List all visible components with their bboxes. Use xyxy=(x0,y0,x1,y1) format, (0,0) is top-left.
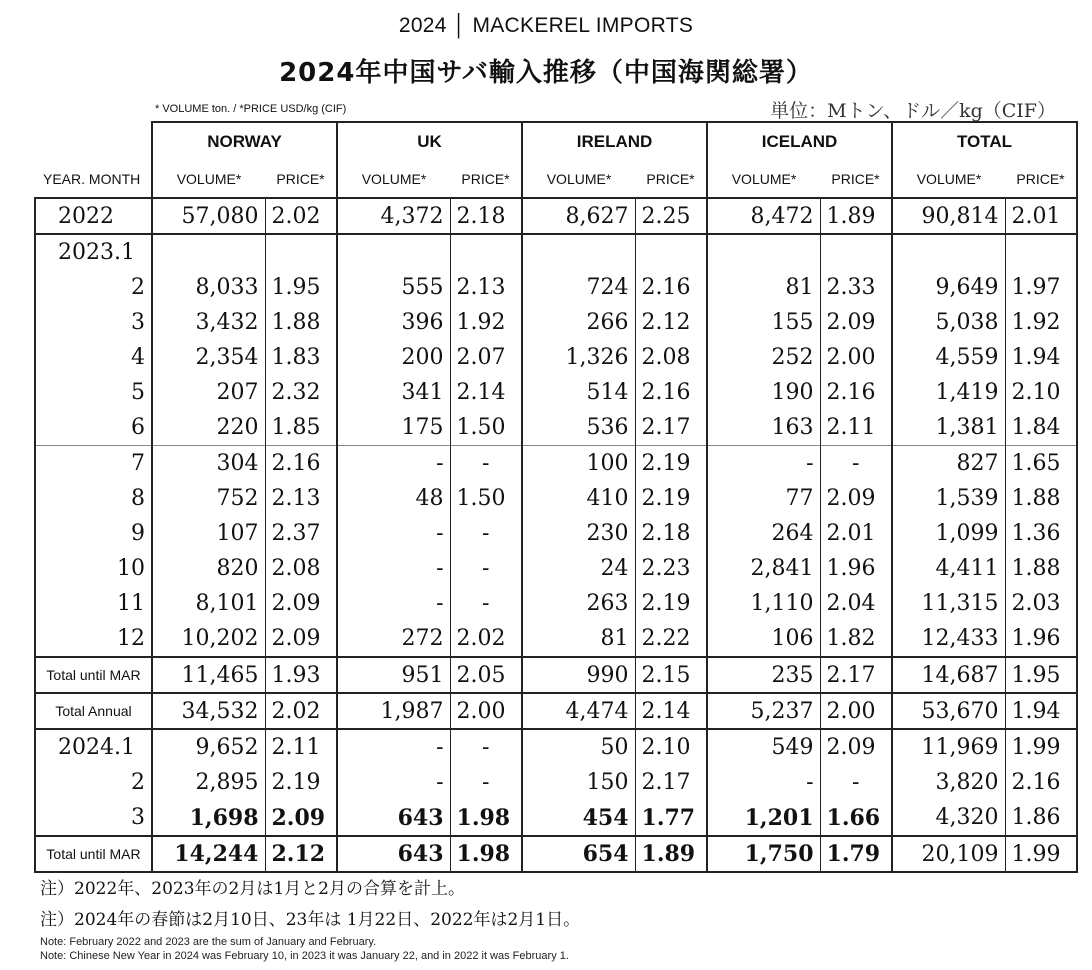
volume-cell: 8,627 xyxy=(522,198,635,234)
volume-cell: 190 xyxy=(707,375,820,410)
volume-cell: 10,202 xyxy=(152,621,265,657)
price-cell: 2.32 xyxy=(265,375,337,410)
price-cell: 1.50 xyxy=(450,481,522,516)
price-cell: 2.19 xyxy=(635,586,707,621)
year-month-cell: 4 xyxy=(35,340,152,375)
volume-cell: 4,474 xyxy=(522,693,635,729)
price-cell: - xyxy=(820,765,892,800)
price-cell: 2.10 xyxy=(1005,375,1077,410)
price-header: PRICE* xyxy=(276,170,325,187)
price-header: PRICE* xyxy=(1005,160,1077,198)
volume-cell: 100 xyxy=(522,446,635,482)
volume-cell: 1,326 xyxy=(522,340,635,375)
volume-cell: - xyxy=(337,551,450,586)
table-row xyxy=(35,234,1077,270)
volume-cell: 175 xyxy=(337,410,450,446)
price-cell: 2.16 xyxy=(635,375,707,410)
volume-header: VOLUME* xyxy=(152,160,265,198)
volume-cell: 20,109 xyxy=(892,836,1005,872)
price-cell: 2.12 xyxy=(635,305,707,340)
volume-cell: 14,244 xyxy=(152,836,265,872)
volume-cell xyxy=(522,234,635,270)
price-cell: - xyxy=(450,586,522,621)
price-cell: 2.22 xyxy=(635,621,707,657)
price-cell: 1.89 xyxy=(635,836,707,872)
title-japanese: 2024年中国サバ輸入推移（中国海関総署） xyxy=(279,58,813,88)
price-cell: 1.84 xyxy=(1005,410,1077,446)
price-cell: 2.01 xyxy=(820,516,892,551)
volume-cell: 827 xyxy=(892,446,1005,482)
volume-cell: 4,411 xyxy=(892,551,1005,586)
volume-cell: 235 xyxy=(707,657,820,693)
note-english-2: Note: Chinese New Year in 2024 was February 10, in 2023 it was January 22, and in 2022 it was February 1. xyxy=(40,950,569,962)
volume-cell: 3,432 xyxy=(152,305,265,340)
volume-cell: 724 xyxy=(522,270,635,305)
volume-cell: 654 xyxy=(522,836,635,872)
volume-cell: 536 xyxy=(522,410,635,446)
volume-cell: 2,354 xyxy=(152,340,265,375)
price-cell: 1.65 xyxy=(1005,446,1077,482)
volume-cell: 272 xyxy=(337,621,450,657)
price-cell: 2.09 xyxy=(265,800,337,836)
price-header: PRICE* xyxy=(646,170,695,187)
volume-cell: 1,381 xyxy=(892,410,1005,446)
price-cell: 2.17 xyxy=(635,410,707,446)
price-cell: 2.13 xyxy=(265,481,337,516)
volume-cell: 1,099 xyxy=(892,516,1005,551)
volume-header: VOLUME* xyxy=(892,160,1005,198)
volume-header: VOLUME* xyxy=(337,160,450,198)
volume-cell: 106 xyxy=(707,621,820,657)
volume-cell: - xyxy=(707,765,820,800)
note-english-1: Note: February 2022 and 2023 are the sum of January and February. xyxy=(40,936,377,948)
price-cell: 2.11 xyxy=(820,410,892,446)
year-month-cell: Total until MAR xyxy=(35,836,152,872)
volume-cell: 555 xyxy=(337,270,450,305)
volume-cell: 1,987 xyxy=(337,693,450,729)
volume-cell: 107 xyxy=(152,516,265,551)
price-cell: 2.37 xyxy=(265,516,337,551)
price-header: PRICE* xyxy=(461,170,510,187)
volume-cell: 1,539 xyxy=(892,481,1005,516)
volume-header: VOLUME* xyxy=(707,160,820,198)
volume-cell: 410 xyxy=(522,481,635,516)
year-month-cell: 9 xyxy=(35,516,152,551)
price-cell: 2.00 xyxy=(450,693,522,729)
volume-cell: 48 xyxy=(337,481,450,516)
volume-cell: 81 xyxy=(707,270,820,305)
table-row xyxy=(35,621,1077,657)
year-month-cell: 2023.1 xyxy=(35,234,152,270)
volume-cell: - xyxy=(337,729,450,765)
volume-cell: 90,814 xyxy=(892,198,1005,234)
volume-cell: 12,433 xyxy=(892,621,1005,657)
table-row xyxy=(35,481,1077,516)
price-cell: 1.66 xyxy=(820,800,892,836)
volume-cell: 1,201 xyxy=(707,800,820,836)
price-cell: 1.92 xyxy=(450,305,522,340)
price-cell: 1.94 xyxy=(1005,340,1077,375)
volume-cell: 820 xyxy=(152,551,265,586)
price-cell: - xyxy=(450,446,522,482)
volume-cell: 200 xyxy=(337,340,450,375)
volume-cell: 50 xyxy=(522,729,635,765)
volume-cell: - xyxy=(337,516,450,551)
price-cell: 1.77 xyxy=(635,800,707,836)
price-cell: 1.36 xyxy=(1005,516,1077,551)
volume-cell: 9,649 xyxy=(892,270,1005,305)
price-cell xyxy=(265,234,337,270)
country-norway: NORWAY xyxy=(152,122,337,160)
price-cell xyxy=(820,234,892,270)
price-cell: 1.89 xyxy=(820,198,892,234)
volume-cell: 549 xyxy=(707,729,820,765)
year-month-cell: 12 xyxy=(35,621,152,657)
volume-cell: 951 xyxy=(337,657,450,693)
price-cell: 2.02 xyxy=(450,621,522,657)
price-cell: 1.88 xyxy=(265,305,337,340)
title-english: 2024 │ MACKEREL IMPORTS xyxy=(398,14,694,37)
price-cell: 2.16 xyxy=(1005,765,1077,800)
price-cell: 1.88 xyxy=(1005,551,1077,586)
price-cell: 2.02 xyxy=(265,198,337,234)
volume-cell: 1,419 xyxy=(892,375,1005,410)
price-cell: 2.17 xyxy=(820,657,892,693)
unit-note: * VOLUME ton. / *PRICE USD/kg (CIF) xyxy=(155,103,347,115)
table-row xyxy=(35,551,1077,586)
volume-cell: 2,841 xyxy=(707,551,820,586)
table-row xyxy=(35,765,1077,800)
table-row xyxy=(35,693,1077,729)
price-cell: 2.03 xyxy=(1005,586,1077,621)
table-row xyxy=(35,729,1077,765)
volume-cell xyxy=(707,234,820,270)
price-cell: 1.50 xyxy=(450,410,522,446)
table-row xyxy=(35,446,1077,482)
price-cell: 2.09 xyxy=(820,481,892,516)
price-cell: - xyxy=(450,765,522,800)
price-cell: 1.93 xyxy=(265,657,337,693)
price-cell: - xyxy=(450,729,522,765)
volume-cell xyxy=(337,234,450,270)
volume-cell: 53,670 xyxy=(892,693,1005,729)
price-cell: 2.11 xyxy=(265,729,337,765)
volume-cell: 150 xyxy=(522,765,635,800)
volume-cell: 24 xyxy=(522,551,635,586)
year-month-cell: 5 xyxy=(35,375,152,410)
table-row xyxy=(35,198,1077,234)
price-cell: 1.95 xyxy=(265,270,337,305)
country-total: TOTAL xyxy=(892,122,1077,160)
volume-cell: 11,969 xyxy=(892,729,1005,765)
unit-note-japanese: 単位：Mトン、ドル／kg（CIF） xyxy=(770,100,1056,122)
price-cell: 2.16 xyxy=(635,270,707,305)
volume-cell: 81 xyxy=(522,621,635,657)
price-cell: 2.09 xyxy=(820,729,892,765)
volume-cell: 3,820 xyxy=(892,765,1005,800)
volume-cell: 8,033 xyxy=(152,270,265,305)
table-row xyxy=(35,375,1077,410)
volume-cell: 263 xyxy=(522,586,635,621)
year-month-cell: 3 xyxy=(35,305,152,340)
table-row xyxy=(35,836,1077,872)
table-row xyxy=(35,657,1077,693)
price-cell: 2.19 xyxy=(265,765,337,800)
year-month-cell: 2 xyxy=(35,765,152,800)
volume-header: VOLUME* xyxy=(522,160,635,198)
year-month-cell: 8 xyxy=(35,481,152,516)
price-cell: 1.85 xyxy=(265,410,337,446)
volume-cell: 2,895 xyxy=(152,765,265,800)
price-cell: 2.05 xyxy=(450,657,522,693)
price-cell: 2.18 xyxy=(450,198,522,234)
year-month-cell: Total Annual xyxy=(35,693,152,729)
volume-cell: 11,465 xyxy=(152,657,265,693)
volume-cell: - xyxy=(337,765,450,800)
volume-cell: 1,750 xyxy=(707,836,820,872)
price-cell: 2.07 xyxy=(450,340,522,375)
volume-cell: 207 xyxy=(152,375,265,410)
year-month-cell: 11 xyxy=(35,586,152,621)
volume-cell: 266 xyxy=(522,305,635,340)
imports-table xyxy=(34,121,1078,873)
price-cell: 2.02 xyxy=(265,693,337,729)
column-header-row xyxy=(35,160,1077,198)
price-cell: 2.09 xyxy=(265,586,337,621)
year-month-cell: 3 xyxy=(35,800,152,836)
volume-cell: 514 xyxy=(522,375,635,410)
volume-cell: 220 xyxy=(152,410,265,446)
volume-cell: 5,038 xyxy=(892,305,1005,340)
price-cell: 2.16 xyxy=(820,375,892,410)
country-iceland: ICELAND xyxy=(707,122,892,160)
price-cell xyxy=(1005,234,1077,270)
price-cell: 2.01 xyxy=(1005,198,1077,234)
price-cell: 2.14 xyxy=(635,693,707,729)
volume-cell: 8,472 xyxy=(707,198,820,234)
volume-cell: 752 xyxy=(152,481,265,516)
volume-cell: - xyxy=(337,586,450,621)
price-cell: 2.12 xyxy=(265,836,337,872)
volume-cell: 11,315 xyxy=(892,586,1005,621)
price-cell xyxy=(635,234,707,270)
year-month-header: YEAR. MONTH xyxy=(43,170,141,187)
country-header-row xyxy=(35,122,1077,160)
price-cell: 2.09 xyxy=(265,621,337,657)
price-cell: 2.09 xyxy=(820,305,892,340)
table-row xyxy=(35,340,1077,375)
volume-cell xyxy=(152,234,265,270)
price-cell: 2.08 xyxy=(265,551,337,586)
volume-cell: 4,372 xyxy=(337,198,450,234)
price-cell: 1.79 xyxy=(820,836,892,872)
price-cell: 1.99 xyxy=(1005,836,1077,872)
volume-cell: 643 xyxy=(337,800,450,836)
table-row xyxy=(35,800,1077,836)
price-cell: 2.23 xyxy=(635,551,707,586)
price-cell: 2.19 xyxy=(635,446,707,482)
price-cell: 2.00 xyxy=(820,693,892,729)
price-cell: 1.97 xyxy=(1005,270,1077,305)
year-month-cell: 2 xyxy=(35,270,152,305)
price-cell: 1.98 xyxy=(450,836,522,872)
price-cell: 1.95 xyxy=(1005,657,1077,693)
corner-blank xyxy=(35,122,152,160)
price-cell: - xyxy=(450,551,522,586)
volume-cell: 4,320 xyxy=(892,800,1005,836)
price-cell: 2.08 xyxy=(635,340,707,375)
table-row xyxy=(35,516,1077,551)
price-cell: 2.10 xyxy=(635,729,707,765)
price-cell: 2.15 xyxy=(635,657,707,693)
year-month-cell: 2022 xyxy=(35,198,152,234)
price-cell: 1.96 xyxy=(1005,621,1077,657)
volume-cell: 252 xyxy=(707,340,820,375)
volume-cell: 454 xyxy=(522,800,635,836)
volume-cell: 5,237 xyxy=(707,693,820,729)
country-uk: UK xyxy=(337,122,522,160)
volume-cell xyxy=(892,234,1005,270)
table-row xyxy=(35,270,1077,305)
price-cell: 1.96 xyxy=(820,551,892,586)
price-cell: 2.17 xyxy=(635,765,707,800)
table-row xyxy=(35,586,1077,621)
volume-cell: 264 xyxy=(707,516,820,551)
table-row xyxy=(35,410,1077,446)
year-month-cell: 6 xyxy=(35,410,152,446)
price-cell: 1.86 xyxy=(1005,800,1077,836)
price-cell: 1.82 xyxy=(820,621,892,657)
volume-cell: 990 xyxy=(522,657,635,693)
volume-cell: 304 xyxy=(152,446,265,482)
price-cell: 2.16 xyxy=(265,446,337,482)
price-cell: - xyxy=(450,516,522,551)
volume-cell: 8,101 xyxy=(152,586,265,621)
year-month-cell: 10 xyxy=(35,551,152,586)
year-month-cell: 7 xyxy=(35,446,152,482)
price-cell: 1.88 xyxy=(1005,481,1077,516)
volume-cell: - xyxy=(707,446,820,482)
price-cell: 1.92 xyxy=(1005,305,1077,340)
price-cell: 2.04 xyxy=(820,586,892,621)
note-japanese-2: 注）2024年の春節は2月10日、23年は 1月22日、2022年は2月1日。 xyxy=(40,910,581,930)
price-cell: 1.83 xyxy=(265,340,337,375)
price-cell xyxy=(450,234,522,270)
price-cell: 2.13 xyxy=(450,270,522,305)
price-cell: 2.25 xyxy=(635,198,707,234)
price-cell: 2.00 xyxy=(820,340,892,375)
volume-cell: 1,698 xyxy=(152,800,265,836)
price-cell: 2.19 xyxy=(635,481,707,516)
volume-cell: 1,110 xyxy=(707,586,820,621)
price-cell: 1.98 xyxy=(450,800,522,836)
country-ireland: IRELAND xyxy=(522,122,707,160)
volume-cell: 230 xyxy=(522,516,635,551)
volume-cell: 643 xyxy=(337,836,450,872)
price-cell: 1.99 xyxy=(1005,729,1077,765)
table-row xyxy=(35,305,1077,340)
year-month-cell: 2024.1 xyxy=(35,729,152,765)
volume-cell: 34,532 xyxy=(152,693,265,729)
price-cell: 2.14 xyxy=(450,375,522,410)
volume-cell: 4,559 xyxy=(892,340,1005,375)
volume-cell: 163 xyxy=(707,410,820,446)
volume-cell: 77 xyxy=(707,481,820,516)
volume-cell: 57,080 xyxy=(152,198,265,234)
price-header: PRICE* xyxy=(831,170,880,187)
price-cell: - xyxy=(820,446,892,482)
price-cell: 1.94 xyxy=(1005,693,1077,729)
year-month-cell: Total until MAR xyxy=(35,657,152,693)
volume-cell: 396 xyxy=(337,305,450,340)
volume-cell: 9,652 xyxy=(152,729,265,765)
price-cell: 2.33 xyxy=(820,270,892,305)
volume-cell: 341 xyxy=(337,375,450,410)
volume-cell: 14,687 xyxy=(892,657,1005,693)
note-japanese-1: 注）2022年、2023年の2月は1月と2月の合算を計上。 xyxy=(40,879,465,899)
volume-cell: - xyxy=(337,446,450,482)
price-cell: 2.18 xyxy=(635,516,707,551)
volume-cell: 155 xyxy=(707,305,820,340)
